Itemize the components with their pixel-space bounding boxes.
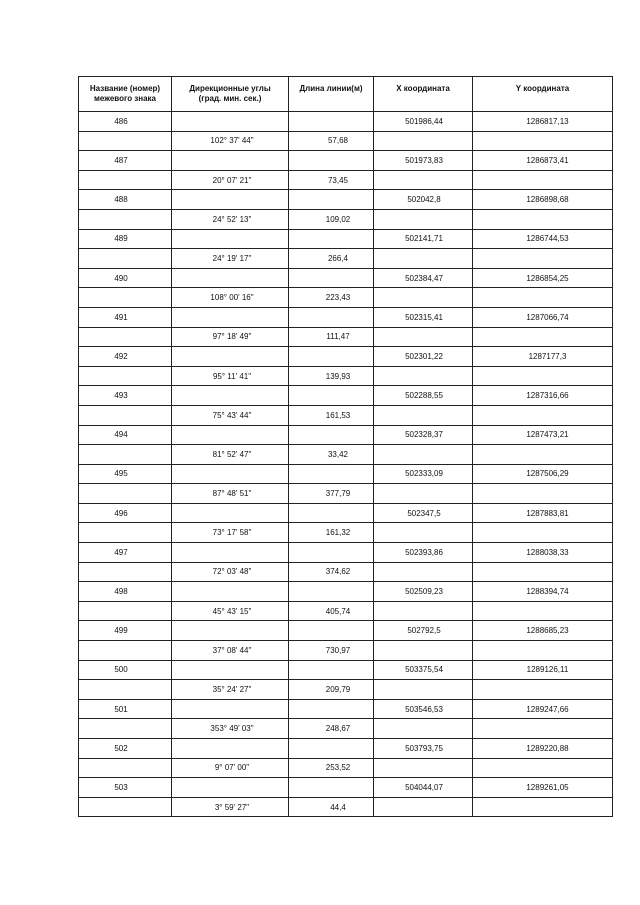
cell-direction-angle: 102° 37' 44" bbox=[172, 132, 288, 152]
cell-line-length bbox=[289, 465, 373, 485]
cell-y-coordinate bbox=[473, 680, 612, 700]
cell-x-coordinate: 503793,75 bbox=[374, 739, 472, 759]
cell-line-length bbox=[289, 347, 373, 367]
cell-x-coordinate bbox=[374, 445, 472, 465]
cell-line-length bbox=[289, 151, 373, 171]
cell-direction-angle: 97° 18' 49" bbox=[172, 328, 288, 348]
cell-direction-angle bbox=[172, 269, 288, 289]
cell-y-coordinate: 1288394,74 bbox=[473, 582, 612, 602]
cell-mark-name bbox=[79, 523, 171, 543]
cell-line-length bbox=[289, 661, 373, 681]
cell-mark-name: 493 bbox=[79, 386, 171, 406]
cell-mark-name: 487 bbox=[79, 151, 171, 171]
cell-direction-angle bbox=[172, 582, 288, 602]
cell-line-length bbox=[289, 700, 373, 720]
cell-mark-name bbox=[79, 406, 171, 426]
cell-direction-angle bbox=[172, 465, 288, 485]
cell-line-length: 405,74 bbox=[289, 602, 373, 622]
column-line-length bbox=[289, 112, 374, 817]
cell-y-coordinate: 1287506,29 bbox=[473, 465, 612, 485]
cell-line-length: 33,42 bbox=[289, 445, 373, 465]
cell-x-coordinate: 502347,5 bbox=[374, 504, 472, 524]
cell-y-coordinate: 1286873,41 bbox=[473, 151, 612, 171]
cell-direction-angle bbox=[172, 661, 288, 681]
cell-mark-name bbox=[79, 328, 171, 348]
cell-mark-name: 501 bbox=[79, 700, 171, 720]
cell-x-coordinate bbox=[374, 484, 472, 504]
cell-direction-angle: 73° 17' 58" bbox=[172, 523, 288, 543]
cell-direction-angle bbox=[172, 504, 288, 524]
cell-direction-angle bbox=[172, 151, 288, 171]
cell-line-length: 730,97 bbox=[289, 641, 373, 661]
cell-x-coordinate: 502328,37 bbox=[374, 426, 472, 446]
cell-mark-name: 489 bbox=[79, 230, 171, 250]
cell-y-coordinate: 1286898,68 bbox=[473, 190, 612, 210]
cell-mark-name bbox=[79, 249, 171, 269]
cell-mark-name: 503 bbox=[79, 778, 171, 798]
cell-line-length: 111,47 bbox=[289, 328, 373, 348]
cell-mark-name bbox=[79, 210, 171, 230]
cell-x-coordinate bbox=[374, 328, 472, 348]
cell-mark-name bbox=[79, 798, 171, 818]
cell-x-coordinate: 502509,23 bbox=[374, 582, 472, 602]
cell-line-length bbox=[289, 269, 373, 289]
cell-y-coordinate bbox=[473, 210, 612, 230]
cell-line-length: 73,45 bbox=[289, 171, 373, 191]
cell-x-coordinate bbox=[374, 406, 472, 426]
cell-mark-name bbox=[79, 563, 171, 583]
cell-y-coordinate bbox=[473, 328, 612, 348]
cell-x-coordinate: 502333,09 bbox=[374, 465, 472, 485]
cell-line-length bbox=[289, 778, 373, 798]
cell-x-coordinate: 502141,71 bbox=[374, 230, 472, 250]
cell-mark-name bbox=[79, 171, 171, 191]
cell-direction-angle bbox=[172, 543, 288, 563]
cell-x-coordinate bbox=[374, 680, 472, 700]
cell-direction-angle: 353° 49' 03" bbox=[172, 719, 288, 739]
cell-direction-angle: 35° 24' 27" bbox=[172, 680, 288, 700]
cell-mark-name bbox=[79, 759, 171, 779]
cell-y-coordinate: 1287177,3 bbox=[473, 347, 612, 367]
cell-x-coordinate: 502288,55 bbox=[374, 386, 472, 406]
cell-line-length: 377,79 bbox=[289, 484, 373, 504]
cell-direction-angle: 24° 19' 17" bbox=[172, 249, 288, 269]
cell-x-coordinate: 502042,8 bbox=[374, 190, 472, 210]
header-direction-angle: Дирекционные углы (град. мин. сек.) bbox=[172, 77, 289, 111]
cell-line-length bbox=[289, 386, 373, 406]
cell-direction-angle bbox=[172, 739, 288, 759]
cell-direction-angle bbox=[172, 347, 288, 367]
cell-y-coordinate bbox=[473, 563, 612, 583]
cell-x-coordinate bbox=[374, 602, 472, 622]
cell-line-length: 253,52 bbox=[289, 759, 373, 779]
cell-line-length: 223,43 bbox=[289, 288, 373, 308]
cell-direction-angle bbox=[172, 386, 288, 406]
cell-y-coordinate bbox=[473, 484, 612, 504]
cell-y-coordinate bbox=[473, 759, 612, 779]
header-mark-name: Название (номер) межевого знака bbox=[79, 77, 172, 111]
cell-direction-angle: 75° 43' 44" bbox=[172, 406, 288, 426]
cell-x-coordinate bbox=[374, 210, 472, 230]
cell-line-length: 57,68 bbox=[289, 132, 373, 152]
cell-y-coordinate bbox=[473, 445, 612, 465]
cell-direction-angle: 95° 11' 41" bbox=[172, 367, 288, 387]
cell-y-coordinate: 1287883,81 bbox=[473, 504, 612, 524]
cell-y-coordinate: 1288038,33 bbox=[473, 543, 612, 563]
cell-direction-angle: 37° 08' 44" bbox=[172, 641, 288, 661]
cell-mark-name bbox=[79, 367, 171, 387]
cell-line-length: 139,93 bbox=[289, 367, 373, 387]
cell-x-coordinate bbox=[374, 641, 472, 661]
cell-x-coordinate bbox=[374, 563, 472, 583]
cell-line-length bbox=[289, 112, 373, 132]
cell-mark-name: 492 bbox=[79, 347, 171, 367]
cell-y-coordinate: 1286744,53 bbox=[473, 230, 612, 250]
table-body bbox=[79, 112, 613, 817]
cell-mark-name: 491 bbox=[79, 308, 171, 328]
boundary-coordinates-table bbox=[78, 76, 613, 817]
cell-y-coordinate: 1286854,25 bbox=[473, 269, 612, 289]
column-mark-name bbox=[79, 112, 172, 817]
cell-mark-name: 497 bbox=[79, 543, 171, 563]
header-line-length: Длина линии(м) bbox=[289, 77, 374, 111]
cell-direction-angle: 3° 59' 27" bbox=[172, 798, 288, 818]
cell-mark-name: 499 bbox=[79, 621, 171, 641]
cell-mark-name bbox=[79, 484, 171, 504]
cell-line-length bbox=[289, 230, 373, 250]
cell-line-length bbox=[289, 426, 373, 446]
cell-y-coordinate: 1287473,21 bbox=[473, 426, 612, 446]
cell-mark-name: 494 bbox=[79, 426, 171, 446]
cell-x-coordinate: 502315,41 bbox=[374, 308, 472, 328]
cell-mark-name: 500 bbox=[79, 661, 171, 681]
cell-x-coordinate bbox=[374, 798, 472, 818]
header-y-coordinate: Y координата bbox=[473, 77, 613, 111]
cell-direction-angle bbox=[172, 700, 288, 720]
header-x-coordinate: X координата bbox=[374, 77, 473, 111]
cell-mark-name: 495 bbox=[79, 465, 171, 485]
cell-x-coordinate: 502393,86 bbox=[374, 543, 472, 563]
cell-y-coordinate bbox=[473, 719, 612, 739]
cell-direction-angle: 87° 48' 51" bbox=[172, 484, 288, 504]
cell-mark-name: 496 bbox=[79, 504, 171, 524]
cell-y-coordinate: 1286817,13 bbox=[473, 112, 612, 132]
cell-mark-name: 490 bbox=[79, 269, 171, 289]
cell-x-coordinate bbox=[374, 719, 472, 739]
cell-mark-name bbox=[79, 445, 171, 465]
cell-x-coordinate: 502792,5 bbox=[374, 621, 472, 641]
cell-y-coordinate bbox=[473, 132, 612, 152]
cell-line-length: 109,02 bbox=[289, 210, 373, 230]
cell-mark-name bbox=[79, 719, 171, 739]
cell-x-coordinate bbox=[374, 288, 472, 308]
cell-mark-name: 498 bbox=[79, 582, 171, 602]
cell-direction-angle bbox=[172, 426, 288, 446]
cell-direction-angle: 45° 43' 15" bbox=[172, 602, 288, 622]
cell-y-coordinate bbox=[473, 523, 612, 543]
column-y-coordinate bbox=[473, 112, 613, 817]
cell-direction-angle: 9° 07' 00" bbox=[172, 759, 288, 779]
column-direction-angle bbox=[172, 112, 289, 817]
cell-mark-name bbox=[79, 132, 171, 152]
cell-y-coordinate: 1289220,88 bbox=[473, 739, 612, 759]
cell-line-length: 266,4 bbox=[289, 249, 373, 269]
table-header-row bbox=[79, 77, 613, 112]
cell-direction-angle bbox=[172, 308, 288, 328]
cell-line-length: 161,32 bbox=[289, 523, 373, 543]
cell-direction-angle: 20° 07' 21" bbox=[172, 171, 288, 191]
cell-y-coordinate bbox=[473, 171, 612, 191]
cell-x-coordinate: 503546,53 bbox=[374, 700, 472, 720]
cell-y-coordinate: 1289126,11 bbox=[473, 661, 612, 681]
cell-mark-name bbox=[79, 680, 171, 700]
cell-y-coordinate: 1289247,66 bbox=[473, 700, 612, 720]
cell-x-coordinate: 503375,54 bbox=[374, 661, 472, 681]
cell-line-length bbox=[289, 582, 373, 602]
cell-y-coordinate: 1289261,05 bbox=[473, 778, 612, 798]
cell-x-coordinate: 501973,83 bbox=[374, 151, 472, 171]
cell-y-coordinate bbox=[473, 288, 612, 308]
cell-y-coordinate bbox=[473, 367, 612, 387]
cell-mark-name: 486 bbox=[79, 112, 171, 132]
cell-x-coordinate bbox=[374, 249, 472, 269]
cell-mark-name bbox=[79, 288, 171, 308]
cell-line-length: 44,4 bbox=[289, 798, 373, 818]
cell-line-length: 161,53 bbox=[289, 406, 373, 426]
cell-direction-angle bbox=[172, 621, 288, 641]
cell-x-coordinate bbox=[374, 367, 472, 387]
cell-x-coordinate bbox=[374, 171, 472, 191]
cell-x-coordinate: 502384,47 bbox=[374, 269, 472, 289]
cell-direction-angle bbox=[172, 112, 288, 132]
cell-direction-angle bbox=[172, 230, 288, 250]
cell-mark-name bbox=[79, 602, 171, 622]
cell-x-coordinate bbox=[374, 132, 472, 152]
cell-mark-name bbox=[79, 641, 171, 661]
cell-y-coordinate: 1287066,74 bbox=[473, 308, 612, 328]
cell-y-coordinate bbox=[473, 406, 612, 426]
cell-direction-angle: 81° 52' 47" bbox=[172, 445, 288, 465]
cell-line-length bbox=[289, 621, 373, 641]
cell-line-length bbox=[289, 739, 373, 759]
cell-x-coordinate bbox=[374, 523, 472, 543]
cell-x-coordinate: 504044,07 bbox=[374, 778, 472, 798]
cell-direction-angle: 108° 00' 16" bbox=[172, 288, 288, 308]
cell-y-coordinate bbox=[473, 641, 612, 661]
cell-mark-name: 502 bbox=[79, 739, 171, 759]
cell-line-length: 374,62 bbox=[289, 563, 373, 583]
cell-line-length: 248,67 bbox=[289, 719, 373, 739]
cell-direction-angle: 24° 52' 13" bbox=[172, 210, 288, 230]
cell-line-length bbox=[289, 190, 373, 210]
cell-line-length bbox=[289, 543, 373, 563]
cell-y-coordinate bbox=[473, 602, 612, 622]
cell-direction-angle: 72° 03' 48" bbox=[172, 563, 288, 583]
cell-line-length bbox=[289, 308, 373, 328]
cell-line-length: 209,79 bbox=[289, 680, 373, 700]
cell-y-coordinate: 1287316,66 bbox=[473, 386, 612, 406]
cell-direction-angle bbox=[172, 778, 288, 798]
column-x-coordinate bbox=[374, 112, 473, 817]
cell-y-coordinate: 1288685,23 bbox=[473, 621, 612, 641]
cell-y-coordinate bbox=[473, 249, 612, 269]
cell-direction-angle bbox=[172, 190, 288, 210]
cell-y-coordinate bbox=[473, 798, 612, 818]
cell-line-length bbox=[289, 504, 373, 524]
cell-x-coordinate: 501986,44 bbox=[374, 112, 472, 132]
cell-x-coordinate bbox=[374, 759, 472, 779]
cell-x-coordinate: 502301,22 bbox=[374, 347, 472, 367]
cell-mark-name: 488 bbox=[79, 190, 171, 210]
